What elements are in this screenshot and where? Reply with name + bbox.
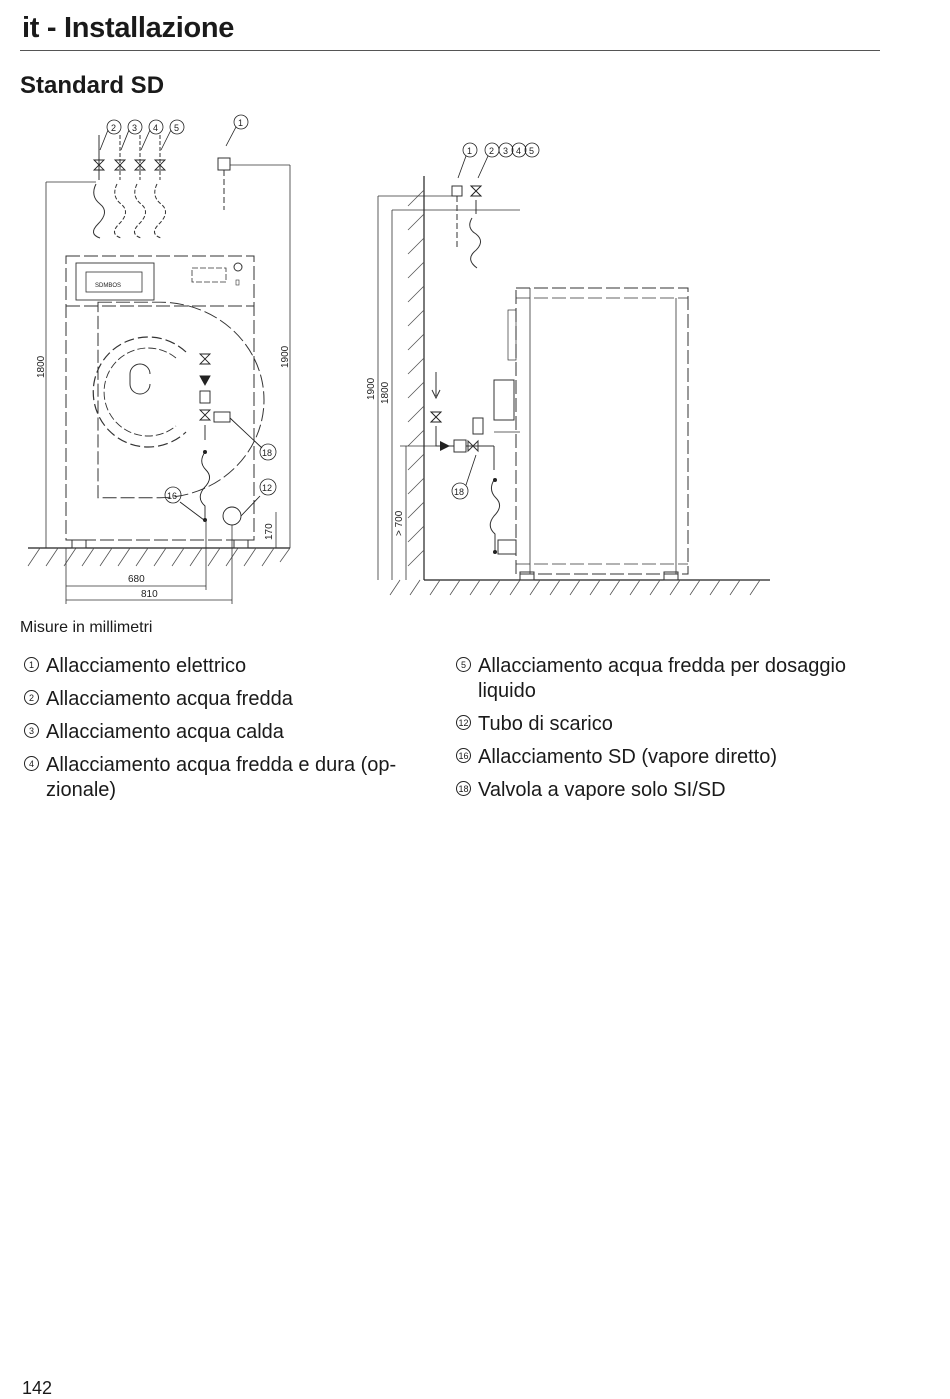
legend-number: 4 [24, 756, 39, 771]
dim-front-810: 810 [141, 589, 158, 600]
dim-front-680: 680 [128, 574, 145, 585]
legend-number: 1 [24, 657, 39, 672]
legend-number: 16 [456, 748, 471, 763]
legend-text: Allacciamento acqua calda [46, 721, 284, 743]
legend-text: Allacciamento acqua fredda [46, 688, 293, 710]
legend-number: 18 [456, 781, 471, 796]
callout-12: 12 [262, 483, 273, 493]
legend-text: Allacciamento acqua fredda e dura (op-zionale) [46, 754, 397, 801]
legend-column-left [24, 654, 429, 811]
legend-item [456, 712, 896, 737]
side-callout-3: 3 [503, 146, 509, 156]
legend-item [456, 745, 896, 770]
callout-18: 18 [262, 448, 273, 458]
dim-front-1800: 1800 [36, 355, 47, 378]
legend-text: Allacciamento elettrico [46, 655, 247, 677]
front-view [28, 115, 291, 604]
legend-text: Tubo di scarico [478, 713, 613, 735]
legend-item [456, 654, 896, 704]
legend-number: 2 [24, 690, 39, 705]
callout-2: 2 [111, 123, 117, 133]
callout-5: 5 [174, 123, 180, 133]
page-number: 142 [22, 1378, 53, 1398]
callout-4: 4 [153, 123, 159, 133]
side-callout-5: 5 [529, 146, 535, 156]
callout-3: 3 [132, 123, 138, 133]
page-header-title: it - Installazione [22, 12, 235, 44]
legend-text: Allacciamento SD (vapore diretto) [478, 746, 778, 768]
side-callout-4: 4 [516, 146, 522, 156]
legend-number: 5 [456, 657, 471, 672]
legend-number: 3 [24, 723, 39, 738]
dim-side-700: > 700 [394, 510, 405, 536]
dim-front-1900: 1900 [280, 345, 291, 368]
legend-text: Valvola a vapore solo SI/SD [478, 779, 726, 801]
side-callout-2: 2 [489, 146, 495, 156]
section-title: Standard SD [20, 72, 165, 99]
legend-item [456, 778, 896, 803]
legend-text: Allacciamento acqua fredda per dosaggio liquido [478, 655, 847, 702]
brand-plate: SDMBOS [95, 283, 122, 289]
dim-side-1800: 1800 [380, 381, 391, 404]
installation-drawing [0, 105, 950, 615]
side-callout-1: 1 [467, 146, 473, 156]
side-view [366, 143, 770, 595]
legend-column-right [456, 654, 896, 811]
legend-item [24, 753, 429, 803]
dimensions-caption: Misure in millimetri [20, 619, 153, 636]
header-divider [20, 50, 880, 51]
dim-front-170: 170 [264, 523, 275, 540]
legend-number: 12 [456, 715, 471, 730]
legend-item [24, 654, 429, 679]
callout-16: 16 [167, 491, 178, 501]
legend-item [24, 720, 429, 745]
callout-1: 1 [238, 118, 244, 128]
dim-side-1900: 1900 [366, 377, 377, 400]
side-callout-18: 18 [454, 487, 465, 497]
legend-item [24, 687, 429, 712]
